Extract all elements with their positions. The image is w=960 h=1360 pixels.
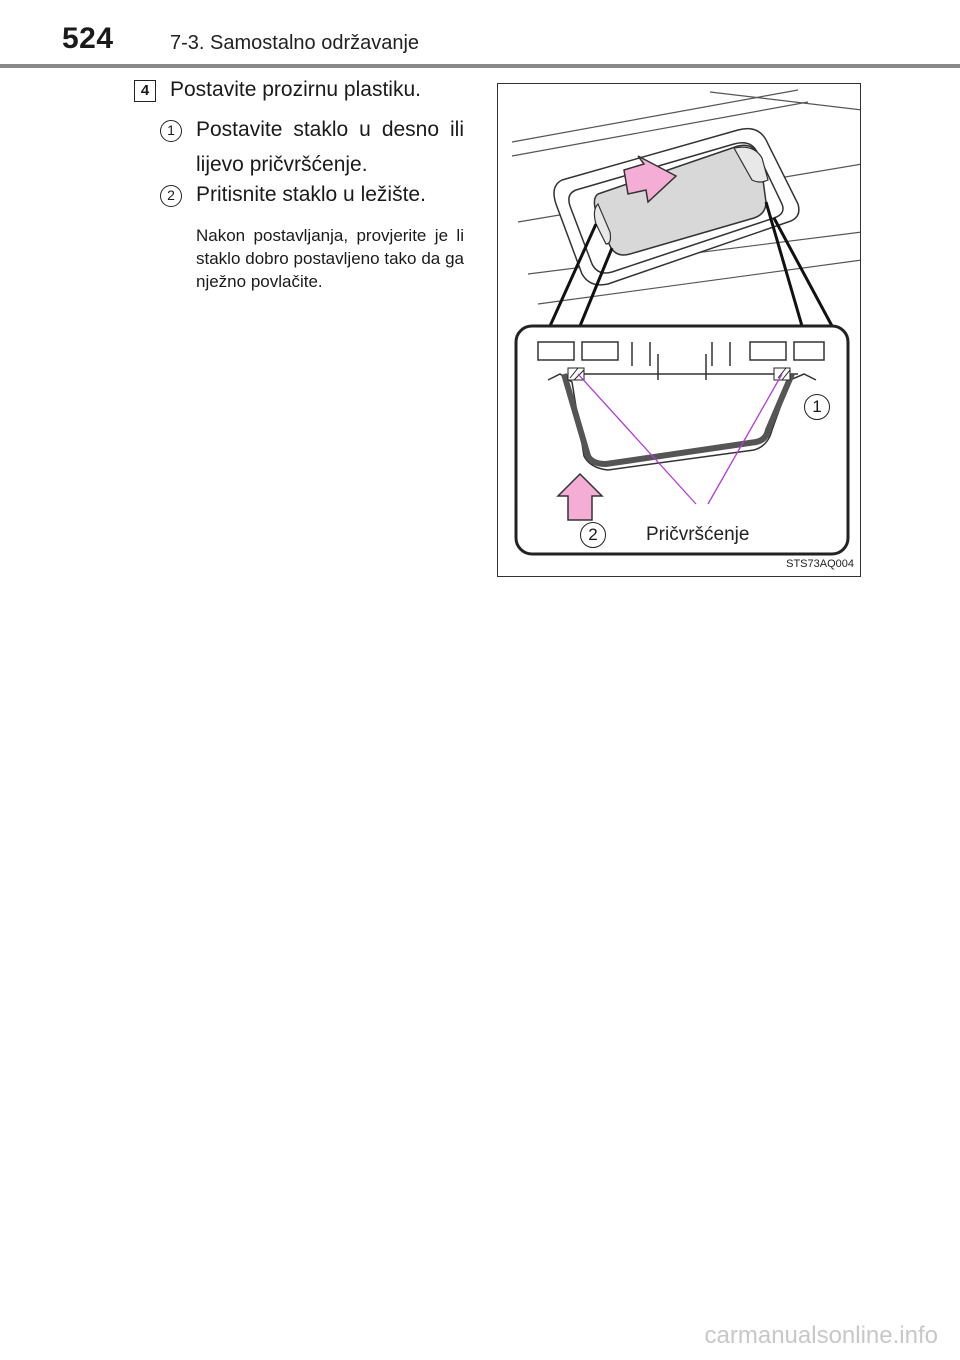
substep-1-number: 1 [160,120,182,142]
substep-2-text: Pritisnite staklo u ležište. [196,183,426,206]
footer-watermark: carmanualsonline.info [704,1322,938,1349]
figure-drawing [498,84,861,577]
clip-label: Pričvršćenje [646,524,750,545]
header-rule [0,64,960,68]
callout-2: 2 [580,522,606,548]
section-title: 7-3. Samostalno održavanje [170,32,420,54]
installation-figure [497,83,861,577]
figure-code: STS73AQ004 [786,558,854,570]
substep-2-number: 2 [160,185,182,207]
step-badge: 4 [134,80,156,102]
page-number: 524 [62,22,114,55]
installation-note: Nakon postavljanja, provjerite je li staklo dobro postavljeno tako da ga nježno povlačite. [196,226,464,291]
substep-1-text: Postavite staklo u desno ili lijevo pričvršćenje. [196,118,464,176]
callout-1: 1 [804,394,830,420]
step-heading: Postavite prozirnu plastiku. [170,78,421,101]
